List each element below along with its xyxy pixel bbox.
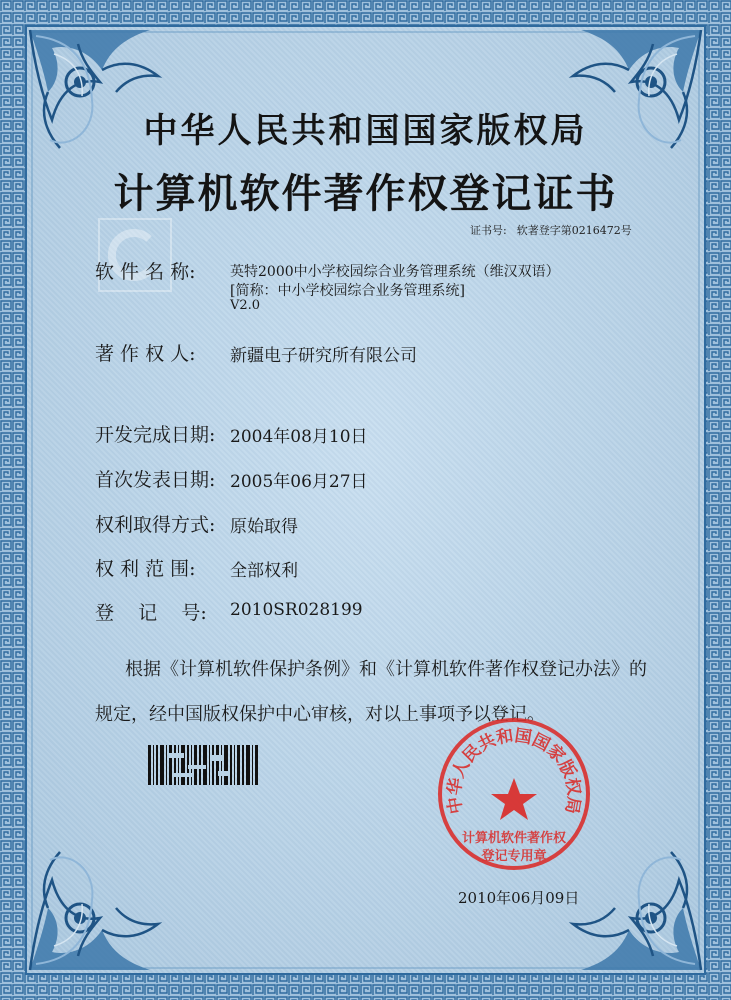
- certificate-number-value: 软著登字第0216472号: [516, 224, 632, 237]
- issuing-authority-title: 中华人民共和国国家版权局: [143, 111, 588, 151]
- dev-date-value: 2004年08月10日: [230, 427, 368, 447]
- pub-date-label: 首次发表日期:: [95, 469, 216, 491]
- statement-line-1: 根据《计算机软件保护条例》和《计算机软件著作权登记办法》的: [125, 659, 647, 680]
- svg-text:登记专用章: 登记专用章: [481, 849, 547, 864]
- registration-number-value: 2010SR028199: [230, 600, 363, 620]
- rights-scope-value: 全部权利: [230, 561, 298, 581]
- pub-date-value: 2005年06月27日: [230, 472, 368, 492]
- certificate-title: 计算机软件著作权登记证书: [113, 170, 618, 217]
- statement-line-2: 规定，经中国版权保护中心审核，对以上事项予以登记。: [95, 704, 545, 725]
- software-name-label: 软 件 名 称:: [95, 261, 196, 283]
- software-version: V2.0: [230, 298, 261, 313]
- owner-label: 著 作 权 人:: [95, 343, 196, 365]
- acquire-method-value: 原始取得: [230, 517, 298, 537]
- software-short-name: [简称：中小学校园综合业务管理系统]: [230, 283, 465, 299]
- acquire-method-label: 权利取得方式:: [95, 514, 216, 536]
- registration-number-label: 登 记 号:: [95, 602, 207, 624]
- seal-star-icon: [491, 778, 537, 820]
- rights-scope-label: 权 利 范 围:: [95, 558, 196, 580]
- official-seal: [434, 714, 594, 874]
- svg-text:计算机软件著作权: 计算机软件著作权: [461, 831, 567, 846]
- barcode: [148, 745, 258, 785]
- certificate-number-label: 证书号:: [470, 224, 507, 237]
- certificate-number: [470, 222, 632, 238]
- owner-value: 新疆电子研究所有限公司: [230, 346, 417, 366]
- svg-text:中华人民共和国国家版权局: 中华人民共和国国家版权局: [444, 725, 584, 816]
- dev-date-label: 开发完成日期:: [95, 424, 216, 446]
- issue-date: 2010年06月09日: [458, 889, 580, 907]
- software-name-value: 英特2000中小学校园综合业务管理系统（维汉双语）: [230, 264, 560, 280]
